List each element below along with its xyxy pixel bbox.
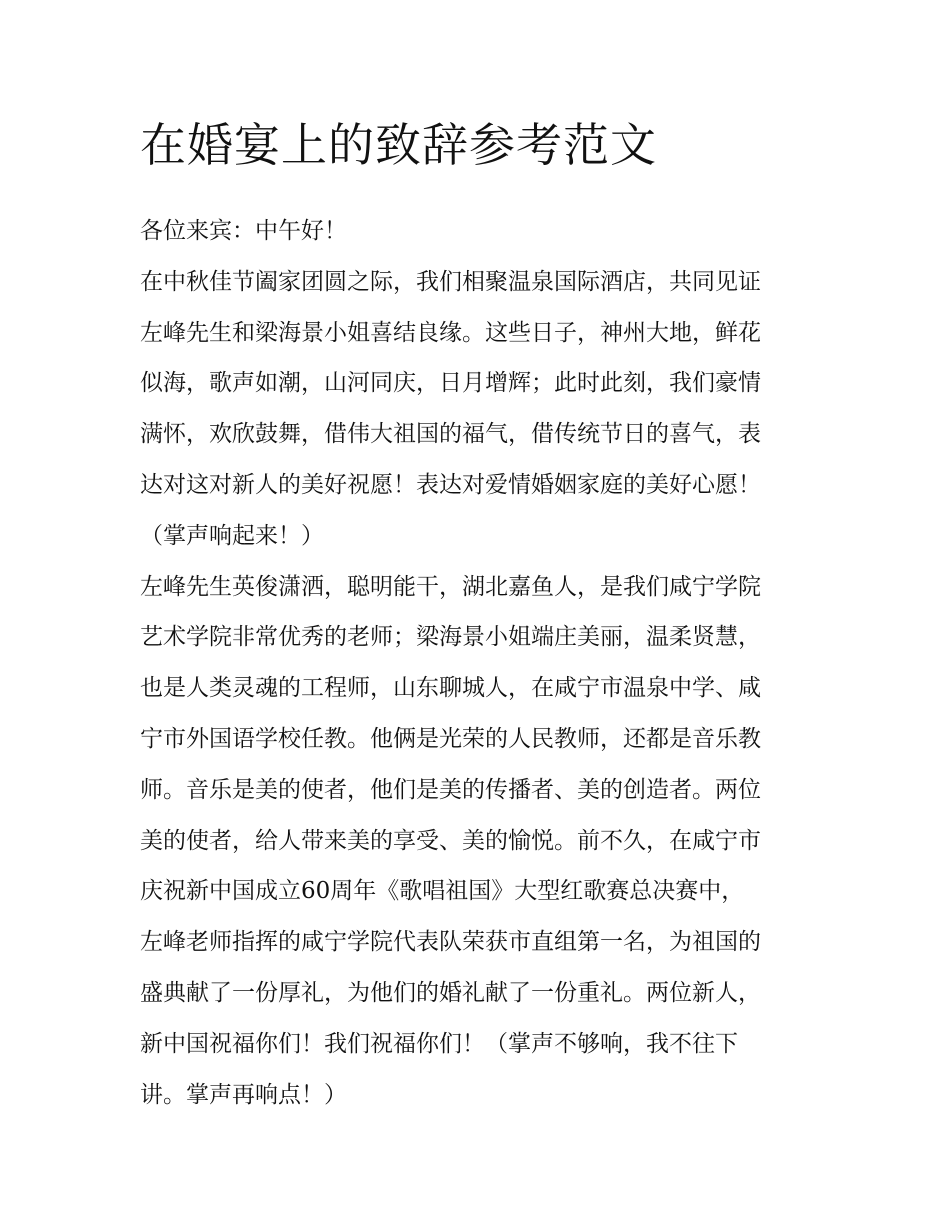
text-line: 艺术学院非常优秀的老师；梁海景小姐端庄美丽，温柔贤慧， <box>140 624 761 651</box>
text-line: 左峰先生和梁海景小姐喜结良缘。这些日子，神州大地，鲜花 <box>140 319 761 346</box>
text-line: 庆祝新中国成立60周年《歌唱祖国》大型红歌赛总决赛中， <box>140 878 745 905</box>
stage-direction-line: （掌声响起来！） <box>140 522 324 549</box>
text-line: 左峰老师指挥的咸宁学院代表队荣获市直组第一名，为祖国的 <box>140 929 761 956</box>
text-line: 师。音乐是美的使者，他们是美的传播者、美的创造者。两位 <box>140 776 761 803</box>
text-line: 似海，歌声如潮，山河同庆，日月增辉；此时此刻，我们豪情 <box>140 370 761 397</box>
text-line: 在中秋佳节阖家团圆之际，我们相聚温泉国际酒店，共同见证 <box>140 268 761 295</box>
text-line: 满怀，欢欣鼓舞，借伟大祖国的福气，借传统节日的喜气，表 <box>140 421 761 448</box>
text-line: 盛典献了一份厚礼，为他们的婚礼献了一份重礼。两位新人， <box>140 979 761 1006</box>
text-line: 也是人类灵魂的工程师，山东聊城人，在咸宁市温泉中学、咸 <box>140 675 761 702</box>
document-title: 在婚宴上的致辞参考范文 <box>140 118 657 172</box>
text-line: 讲。掌声再响点！） <box>140 1081 347 1108</box>
document-content <box>140 112 820 1120</box>
text-line: 美的使者，给人带来美的享受、美的愉悦。前不久，在咸宁市 <box>140 827 761 854</box>
text-line: 新中国祝福你们！我们祝福你们！（掌声不够响，我不往下 <box>140 1030 738 1057</box>
greeting-line: 各位来宾：中午好！ <box>140 218 347 244</box>
document-body <box>140 206 820 1120</box>
text-line: 宁市外国语学校任教。他俩是光荣的人民教师，还都是音乐教 <box>140 725 761 752</box>
text-line: 左峰先生英俊潇洒，聪明能干，湖北嘉鱼人，是我们咸宁学院 <box>140 573 761 600</box>
text-line: 达对这对新人的美好祝愿！表达对爱情婚姻家庭的美好心愿！ <box>140 471 761 498</box>
